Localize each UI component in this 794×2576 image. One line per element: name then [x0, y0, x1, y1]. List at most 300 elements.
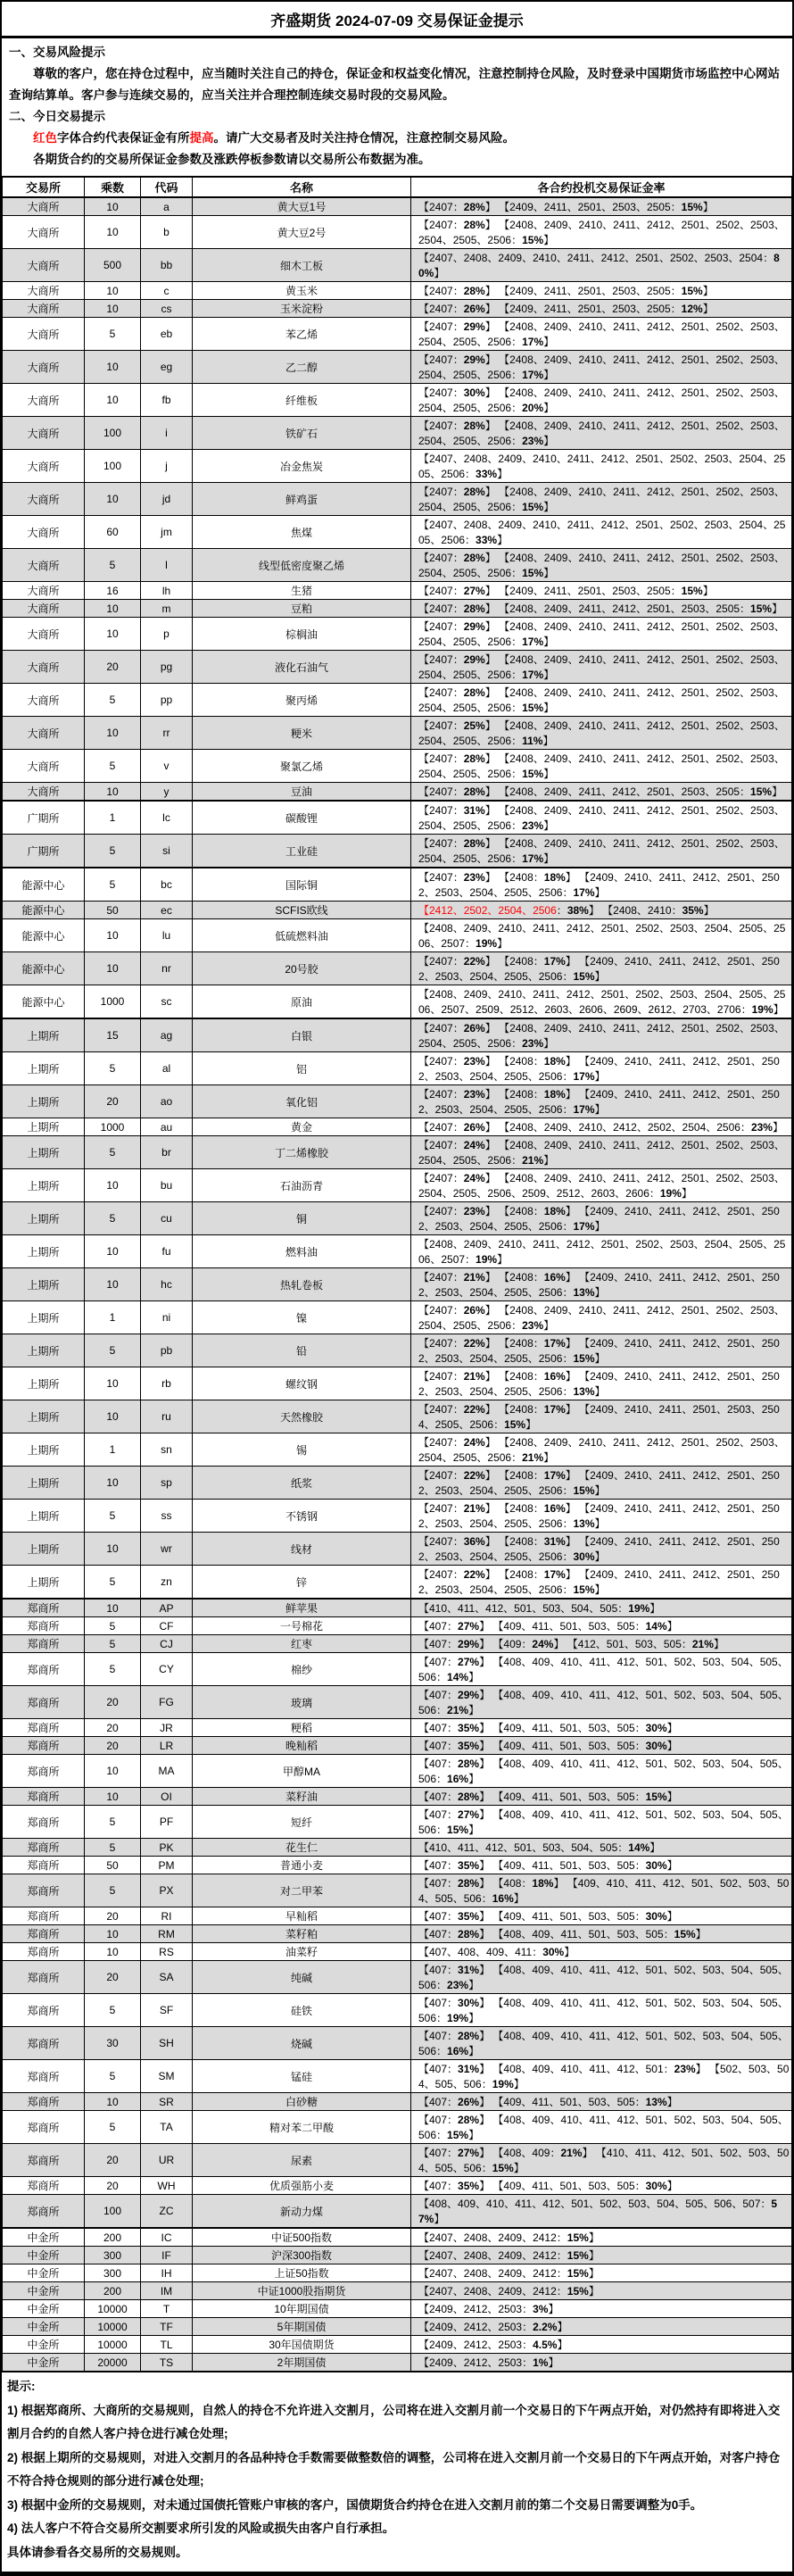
exchange-cell: 能源中心 — [3, 985, 85, 1019]
table-row — [3, 1943, 792, 1961]
margin-rates-cell — [411, 1235, 792, 1268]
code-cell: cu — [141, 1202, 193, 1235]
multiplier-cell: 10 — [85, 783, 141, 802]
exchange-cell: 上期所 — [3, 1202, 85, 1235]
code-cell: ss — [141, 1500, 193, 1533]
margin-rates-cell — [411, 1874, 792, 1907]
multiplier-cell: 10 — [85, 1268, 141, 1301]
margin-rates-cell — [411, 197, 792, 216]
col-name: 名称 — [193, 177, 411, 197]
text-segment: 【2408、2409、2410、2411、2412、2501、2502、2503、2504、2505、2506、2507：19%】 — [418, 922, 786, 950]
name-cell: 20号胶 — [193, 952, 411, 985]
text-segment: 【407：27%】 【408、409、410、411、412、501、502、503、504、505、506：15%】 — [418, 1808, 789, 1836]
text-segment: 【2407：22%】 【2408：17%】 【2409、2410、2411、2501、2503、2504、2505、2506：15%】 — [418, 1403, 780, 1431]
multiplier-cell: 1 — [85, 801, 141, 835]
text-segment: 【2407：28%】 【2408、2409、2410、2411、2412、2501、2502、2503、2504、2505、2506：15%】 — [418, 486, 785, 513]
exchange-cell: 大商所 — [3, 384, 85, 417]
table-row — [3, 952, 792, 985]
exchange-cell: 上期所 — [3, 1052, 85, 1085]
table-row — [3, 919, 792, 952]
table-row — [3, 1599, 792, 1617]
text-segment: 【2407、2408、2409、2412：15%】 — [418, 2249, 600, 2262]
multiplier-cell: 10 — [85, 197, 141, 216]
text-segment: 【407：31%】 【408、409、410、411、412、501：23%】 【502、503、504、505、506：19%】 — [418, 2063, 790, 2090]
table-row — [3, 2228, 792, 2247]
exchange-cell: 大商所 — [3, 249, 85, 282]
name-cell: 生猪 — [193, 582, 411, 600]
name-cell: 苯乙烯 — [193, 318, 411, 351]
margin-rates-cell — [411, 450, 792, 483]
exchange-cell: 上期所 — [3, 1334, 85, 1367]
table-row — [3, 1925, 792, 1943]
name-cell: 锰硅 — [193, 2060, 411, 2093]
margin-rates-cell — [411, 249, 792, 282]
exchange-cell: 郑商所 — [3, 1874, 85, 1907]
table-row — [3, 483, 792, 516]
exchange-cell: 大商所 — [3, 783, 85, 802]
exchange-cell: 广期所 — [3, 835, 85, 868]
text-segment: 【2407：26%】 【2408、2409、2410、2411、2412、2501、2502、2503、2504、2505、2506：23%】 — [418, 1022, 785, 1050]
name-cell: 铅 — [193, 1334, 411, 1367]
exchange-cell: 大商所 — [3, 216, 85, 249]
name-cell: 锌 — [193, 1566, 411, 1600]
multiplier-cell: 10 — [85, 600, 141, 618]
text-segment: 【407：35%】 【409、411、501、503、505：30%】 — [418, 1740, 678, 1752]
text-segment: 【2408、2409、2410、2411、2412、2501、2502、2503、2504、2505、2506、2507：19%】 — [418, 1238, 786, 1266]
table-row — [3, 902, 792, 919]
today-heading: 二、今日交易提示 — [9, 110, 105, 123]
table-row — [3, 2247, 792, 2264]
text-segment: 【2407：21%】 【2408：16%】 【2409、2410、2411、2412、2501、2502、2503、2504、2505、2506：13%】 — [418, 1271, 780, 1299]
table-row — [3, 1136, 792, 1169]
code-cell: rr — [141, 717, 193, 750]
multiplier-cell: 10 — [85, 618, 141, 651]
multiplier-cell: 5 — [85, 1136, 141, 1169]
table-row — [3, 600, 792, 618]
text-segment: 【2407：24%】 【2408、2409、2410、2411、2412、2501、2502、2503、2504、2505、2506、2509、2512、2603、2606：19%】 — [418, 1172, 785, 1200]
margin-rates-cell — [411, 1806, 792, 1839]
text-segment: 【407：35%】 【409、411、501、503、505：30%】 — [418, 1910, 678, 1923]
multiplier-cell: 10 — [85, 282, 141, 300]
table-row — [3, 1533, 792, 1566]
table-row — [3, 384, 792, 417]
table-row — [3, 717, 792, 750]
exchange-cell: 中金所 — [3, 2247, 85, 2264]
margin-rates-cell — [411, 1907, 792, 1925]
red-highlight-text: 【2412、2502、2504、2506 — [418, 904, 557, 917]
table-row — [3, 1052, 792, 1085]
exchange-cell: 大商所 — [3, 483, 85, 516]
multiplier-cell: 5 — [85, 1334, 141, 1367]
name-cell: 一号棉花 — [193, 1617, 411, 1635]
name-cell: 中证500指数 — [193, 2228, 411, 2247]
exchange-cell: 大商所 — [3, 618, 85, 651]
note-line: 具体请参看各交易所的交易规则。 — [7, 2545, 188, 2559]
code-cell: pb — [141, 1334, 193, 1367]
margin-rates-cell — [411, 351, 792, 384]
name-cell: 碳酸锂 — [193, 801, 411, 835]
margin-rates-cell — [411, 1433, 792, 1467]
code-cell: IF — [141, 2247, 193, 2264]
table-row — [3, 2264, 792, 2282]
table-row — [3, 684, 792, 717]
multiplier-cell: 10 — [85, 1467, 141, 1500]
margin-rates-cell — [411, 1169, 792, 1202]
name-cell: 甲醇MA — [193, 1755, 411, 1788]
exchange-cell: 上期所 — [3, 1500, 85, 1533]
exchange-cell: 中金所 — [3, 2354, 85, 2372]
multiplier-cell: 5 — [85, 1653, 141, 1686]
multiplier-cell: 10000 — [85, 2336, 141, 2354]
name-cell: 粳稻 — [193, 1719, 411, 1737]
code-cell: l — [141, 549, 193, 582]
name-cell: 石油沥青 — [193, 1169, 411, 1202]
multiplier-cell: 5 — [85, 1806, 141, 1839]
text-segment: 【2407：23%】 【2408：18%】 【2409、2410、2411、2412、2501、2502、2503、2504、2505、2506：17%】 — [418, 1088, 780, 1116]
multiplier-cell: 30 — [85, 2027, 141, 2060]
margin-rates-cell — [411, 902, 792, 919]
name-cell: 早籼稻 — [193, 1907, 411, 1925]
exchange-cell: 郑商所 — [3, 1806, 85, 1839]
table-row — [3, 300, 792, 318]
code-cell: zn — [141, 1566, 193, 1600]
table-row — [3, 1617, 792, 1635]
margin-rates-cell — [411, 1635, 792, 1653]
code-cell: SR — [141, 2093, 193, 2111]
code-cell: br — [141, 1136, 193, 1169]
multiplier-cell: 10 — [85, 300, 141, 318]
text-segment: 【410、411、412、501、503、504、505：19%】 — [418, 1602, 661, 1615]
name-cell: 螺纹钢 — [193, 1367, 411, 1400]
exchange-cell: 上期所 — [3, 1533, 85, 1566]
text-segment: 【2407：22%】 【2408：17%】 【2409、2410、2411、2412、2501、2502、2503、2504、2505、2506：15%】 — [418, 955, 780, 983]
code-cell: TF — [141, 2318, 193, 2336]
multiplier-cell: 100 — [85, 2195, 141, 2229]
margin-table-header — [3, 177, 792, 197]
table-row — [3, 1635, 792, 1653]
table-row — [3, 2282, 792, 2300]
margin-rates-cell — [411, 651, 792, 684]
code-cell: LR — [141, 1737, 193, 1755]
text-segment: 【2407、2408、2409、2412：15%】 — [418, 2231, 600, 2244]
name-cell: 豆粕 — [193, 600, 411, 618]
multiplier-cell: 10 — [85, 2093, 141, 2111]
text-segment: 【2407：22%】 【2408：17%】 【2409、2410、2411、2412、2501、2502、2503、2504、2505、2506：15%】 — [418, 1568, 780, 1596]
multiplier-cell: 300 — [85, 2247, 141, 2264]
table-row — [3, 1874, 792, 1907]
code-cell: IC — [141, 2228, 193, 2247]
text-segment: 【2407：26%】 【2409、2411、2501、2503、2505：12%】 — [418, 303, 714, 315]
table-row — [3, 1268, 792, 1301]
code-cell: CJ — [141, 1635, 193, 1653]
table-row — [3, 985, 792, 1019]
multiplier-cell: 10 — [85, 1400, 141, 1433]
table-row — [3, 2144, 792, 2177]
exchange-cell: 广期所 — [3, 801, 85, 835]
col-multiplier: 乘数 — [85, 177, 141, 197]
margin-rates-cell — [411, 1052, 792, 1085]
text-segment: 【2407：23%】 【2408：18%】 【2409、2410、2411、2412、2501、2502、2503、2504、2505、2506：17%】 — [418, 871, 780, 899]
multiplier-cell: 1000 — [85, 985, 141, 1019]
code-cell: SF — [141, 1994, 193, 2027]
name-cell: 短纤 — [193, 1806, 411, 1839]
col-code: 代码 — [141, 177, 193, 197]
name-cell: 铝 — [193, 1052, 411, 1085]
margin-rates-cell — [411, 717, 792, 750]
code-cell: bu — [141, 1169, 193, 1202]
table-row — [3, 1400, 792, 1433]
multiplier-cell: 5 — [85, 1617, 141, 1635]
text-segment: 【2407：28%】 【2409、2411、2501、2503、2505：15%】 — [418, 285, 714, 297]
multiplier-cell: 10 — [85, 351, 141, 384]
multiplier-cell: 10 — [85, 384, 141, 417]
exchange-cell: 能源中心 — [3, 902, 85, 919]
code-cell: si — [141, 835, 193, 868]
code-cell: bb — [141, 249, 193, 282]
code-cell: T — [141, 2300, 193, 2318]
exchange-cell: 上期所 — [3, 1400, 85, 1433]
table-row — [3, 1994, 792, 2027]
red-highlight-text: 红色 — [33, 131, 57, 145]
name-cell: 白砂糖 — [193, 2093, 411, 2111]
text-segment: 【2407、2408、2409、2410、2411、2412、2501、2502、2503、2504、2505、2506：33%】 — [418, 519, 786, 546]
margin-rates-cell — [411, 919, 792, 952]
multiplier-cell: 5 — [85, 2111, 141, 2144]
exchange-cell: 郑商所 — [3, 1617, 85, 1635]
margin-rates-cell — [411, 1500, 792, 1533]
exchange-cell: 郑商所 — [3, 2111, 85, 2144]
code-cell: ec — [141, 902, 193, 919]
multiplier-cell: 5 — [85, 1202, 141, 1235]
name-cell: 新动力煤 — [193, 2195, 411, 2229]
text-segment: 【2407：24%】 【2408、2409、2410、2411、2412、2501、2502、2503、2504、2505、2506：21%】 — [418, 1436, 785, 1464]
table-row — [3, 1686, 792, 1719]
multiplier-cell: 500 — [85, 249, 141, 282]
name-cell: 粳米 — [193, 717, 411, 750]
table-row — [3, 1367, 792, 1400]
text-segment: 【407、408、409、411：30%】 — [418, 1946, 575, 1958]
exchange-cell: 郑商所 — [3, 2093, 85, 2111]
exchange-cell: 上期所 — [3, 1136, 85, 1169]
name-cell: 晚籼稻 — [193, 1737, 411, 1755]
exchange-cell: 大商所 — [3, 549, 85, 582]
margin-rates-cell — [411, 1857, 792, 1874]
name-cell: 鲜苹果 — [193, 1599, 411, 1617]
table-row — [3, 549, 792, 582]
today-line1 — [9, 128, 783, 149]
text-segment: 【2407：28%】 【2408、2409、2410、2411、2412、2501、2502、2503、2504、2505、2506：23%】 — [418, 420, 785, 447]
margin-table-body — [3, 197, 792, 2372]
margin-rates-cell — [411, 1617, 792, 1635]
multiplier-cell: 5 — [85, 684, 141, 717]
exchange-cell: 上期所 — [3, 1018, 85, 1052]
table-row — [3, 1202, 792, 1235]
text-segment: 【407：28%】 【408、409、410、411、412、501、502、503、504、505、506：16%】 — [418, 1757, 789, 1785]
multiplier-cell: 60 — [85, 516, 141, 549]
table-row — [3, 2336, 792, 2354]
exchange-cell: 上期所 — [3, 1268, 85, 1301]
text-segment: 【2407：28%】 【2408、2409、2411、2412、2501、2503、2505：15%】 — [418, 602, 783, 615]
name-cell: 沪深300指数 — [193, 2247, 411, 2264]
code-cell: CF — [141, 1617, 193, 1635]
exchange-cell: 大商所 — [3, 651, 85, 684]
margin-rates-cell — [411, 2282, 792, 2300]
table-row — [3, 1467, 792, 1500]
text-segment: 【407：29%】 【408、409、410、411、412、501、502、503、504、505、506：21%】 — [418, 1689, 789, 1716]
text-segment: 【407：35%】 【409、411、501、503、505：30%】 — [418, 1859, 678, 1872]
table-row — [3, 868, 792, 902]
code-cell: ao — [141, 1085, 193, 1118]
name-cell: 对二甲苯 — [193, 1874, 411, 1907]
name-cell: 菜籽粕 — [193, 1925, 411, 1943]
exchange-cell: 郑商所 — [3, 1788, 85, 1806]
text-segment: 【407：27%】 【408、409、410、411、412、501、502、503、504、505、506：14%】 — [418, 1656, 789, 1683]
code-cell: PX — [141, 1874, 193, 1907]
table-row — [3, 1755, 792, 1788]
multiplier-cell: 10 — [85, 1169, 141, 1202]
margin-rates-cell — [411, 282, 792, 300]
name-cell: 玻璃 — [193, 1686, 411, 1719]
name-cell: 精对苯二甲酸 — [193, 2111, 411, 2144]
multiplier-cell: 20 — [85, 2144, 141, 2177]
exchange-cell: 大商所 — [3, 300, 85, 318]
multiplier-cell: 10 — [85, 216, 141, 249]
margin-rates-cell — [411, 801, 792, 835]
name-cell: 棉纱 — [193, 1653, 411, 1686]
code-cell: ag — [141, 1018, 193, 1052]
exchange-cell: 能源中心 — [3, 952, 85, 985]
text-segment: 【2407：28%】 【2408、2409、2410、2411、2412、2501、2502、2503、2504、2505、2506：15%】 — [418, 752, 785, 780]
margin-rates-cell — [411, 1737, 792, 1755]
exchange-cell: 上期所 — [3, 1566, 85, 1600]
name-cell: 工业硅 — [193, 835, 411, 868]
text-segment: 【407：28%】 【408、409、410、411、412、501、502、503、504、505、506：16%】 — [418, 2030, 789, 2057]
exchange-cell: 大商所 — [3, 282, 85, 300]
multiplier-cell: 5 — [85, 318, 141, 351]
code-cell: lu — [141, 919, 193, 952]
table-row — [3, 1433, 792, 1467]
table-row — [3, 282, 792, 300]
name-cell: 不锈钢 — [193, 1500, 411, 1533]
multiplier-cell: 10 — [85, 1599, 141, 1617]
intro-section — [2, 38, 792, 176]
table-row — [3, 1653, 792, 1686]
page-title: 齐盛期货 2024-07-09 交易保证金提示 — [2, 2, 792, 38]
table-row — [3, 516, 792, 549]
text-segment: 【2407、2408、2409、2412：15%】 — [418, 2285, 600, 2298]
code-cell: AP — [141, 1599, 193, 1617]
multiplier-cell: 50 — [85, 1857, 141, 1874]
table-row — [3, 216, 792, 249]
text-segment: 【407：31%】 【408、409、410、411、412、501、502、503、504、505、506：23%】 — [418, 1964, 789, 1991]
name-cell: 菜籽油 — [193, 1788, 411, 1806]
margin-rates-cell — [411, 1925, 792, 1943]
text-segment: 【2409、2412、2503：3%】 — [418, 2303, 559, 2315]
risk-body: 尊敬的客户，您在持仓过程中，应当随时关注自己的持仓，保证金和权益变化情况，注意控制持仓风险，及时登录中国期货市场监控中心网站查询结算单。客户参与连续交易的，应当关注并合理控制连续交易时段的交易风险。 — [9, 67, 780, 102]
name-cell: 铁矿石 — [193, 417, 411, 450]
code-cell: UR — [141, 2144, 193, 2177]
table-row — [3, 1235, 792, 1268]
notes-section — [2, 2372, 792, 2572]
text-segment: 【2407：31%】 【2408、2409、2410、2411、2412、2501、2502、2503、2504、2505、2506：23%】 — [418, 804, 785, 832]
name-cell: 镍 — [193, 1301, 411, 1334]
code-cell: al — [141, 1052, 193, 1085]
code-cell: MA — [141, 1755, 193, 1788]
exchange-cell: 大商所 — [3, 417, 85, 450]
name-cell: 氧化铝 — [193, 1085, 411, 1118]
margin-rates-cell — [411, 750, 792, 783]
text-segment: 【2407：29%】 【2408、2409、2410、2411、2412、2501、2502、2503、2504、2505、2506：17%】 — [418, 353, 785, 381]
code-cell: ZC — [141, 2195, 193, 2229]
text-segment: 【2407：28%】 【2408、2409、2410、2411、2412、2501、2502、2503、2504、2505、2506：15%】 — [418, 219, 785, 246]
table-row — [3, 651, 792, 684]
margin-rates-cell — [411, 1334, 792, 1367]
today-line2: 各期货合约的交易所保证金参数及涨跌停板参数请以交易所公布数据为准。 — [33, 153, 431, 166]
table-row — [3, 450, 792, 483]
exchange-cell: 上期所 — [3, 1235, 85, 1268]
exchange-cell: 郑商所 — [3, 1737, 85, 1755]
exchange-cell: 大商所 — [3, 351, 85, 384]
table-row — [3, 1907, 792, 1925]
margin-rates-cell — [411, 2354, 792, 2372]
text-segment: 【410、411、412、501、503、504、505：14%】 — [418, 1841, 661, 1854]
table-row — [3, 1857, 792, 1874]
margin-rates-cell — [411, 300, 792, 318]
multiplier-cell: 5 — [85, 1874, 141, 1907]
text-segment: 【2407：24%】 【2408、2409、2410、2411、2412、2501、2502、2503、2504、2505、2506：21%】 — [418, 1139, 785, 1167]
name-cell: 黄大豆1号 — [193, 197, 411, 216]
text-segment: 【2407：22%】 【2408：17%】 【2409、2410、2411、2412、2501、2502、2503、2504、2505、2506：15%】 — [418, 1337, 780, 1365]
name-cell: 油菜籽 — [193, 1943, 411, 1961]
margin-rates-cell — [411, 952, 792, 985]
exchange-cell: 大商所 — [3, 450, 85, 483]
name-cell: 线型低密度聚乙烯 — [193, 549, 411, 582]
table-row — [3, 618, 792, 651]
multiplier-cell: 20 — [85, 651, 141, 684]
table-row — [3, 1118, 792, 1136]
name-cell: 线材 — [193, 1533, 411, 1566]
text-segment: 【2407：29%】 【2408、2409、2410、2411、2412、2501、2502、2503、2504、2505、2506：17%】 — [418, 620, 785, 648]
name-cell: 丁二烯橡胶 — [193, 1136, 411, 1169]
name-cell: 5年期国债 — [193, 2318, 411, 2336]
code-cell: a — [141, 197, 193, 216]
text-segment: 【407：35%】 【409、411、501、503、505：30%】 — [418, 2180, 678, 2192]
exchange-cell: 上期所 — [3, 1118, 85, 1136]
margin-rates-cell — [411, 868, 792, 902]
margin-rates-cell — [411, 1994, 792, 2027]
name-cell: 焦煤 — [193, 516, 411, 549]
table-row — [3, 1961, 792, 1994]
exchange-cell: 郑商所 — [3, 1839, 85, 1857]
margin-rates-cell — [411, 684, 792, 717]
text-segment: 【407：29%】 【409：24%】 【412、501、503、505：21%】 — [418, 1638, 724, 1650]
table-row — [3, 835, 792, 868]
code-cell: IH — [141, 2264, 193, 2282]
text-segment: 【407：30%】 【408、409、410、411、412、501、502、503、504、505、506：19%】 — [418, 1997, 789, 2024]
multiplier-cell: 1 — [85, 1433, 141, 1467]
table-row — [3, 1500, 792, 1533]
text-segment: 【2407：29%】 【2408、2409、2410、2411、2412、2501、2502、2503、2504、2505、2506：17%】 — [418, 320, 785, 348]
table-row — [3, 1839, 792, 1857]
margin-table — [2, 176, 792, 2372]
risk-heading: 一、交易风险提示 — [9, 46, 105, 59]
table-row — [3, 783, 792, 802]
exchange-cell: 大商所 — [3, 318, 85, 351]
text-segment: 【2407：30%】 【2408、2409、2410、2411、2412、2501、2502、2503、2504、2505、2506：20%】 — [418, 386, 785, 414]
name-cell: 黄金 — [193, 1118, 411, 1136]
name-cell: 原油 — [193, 985, 411, 1019]
table-row — [3, 1018, 792, 1052]
